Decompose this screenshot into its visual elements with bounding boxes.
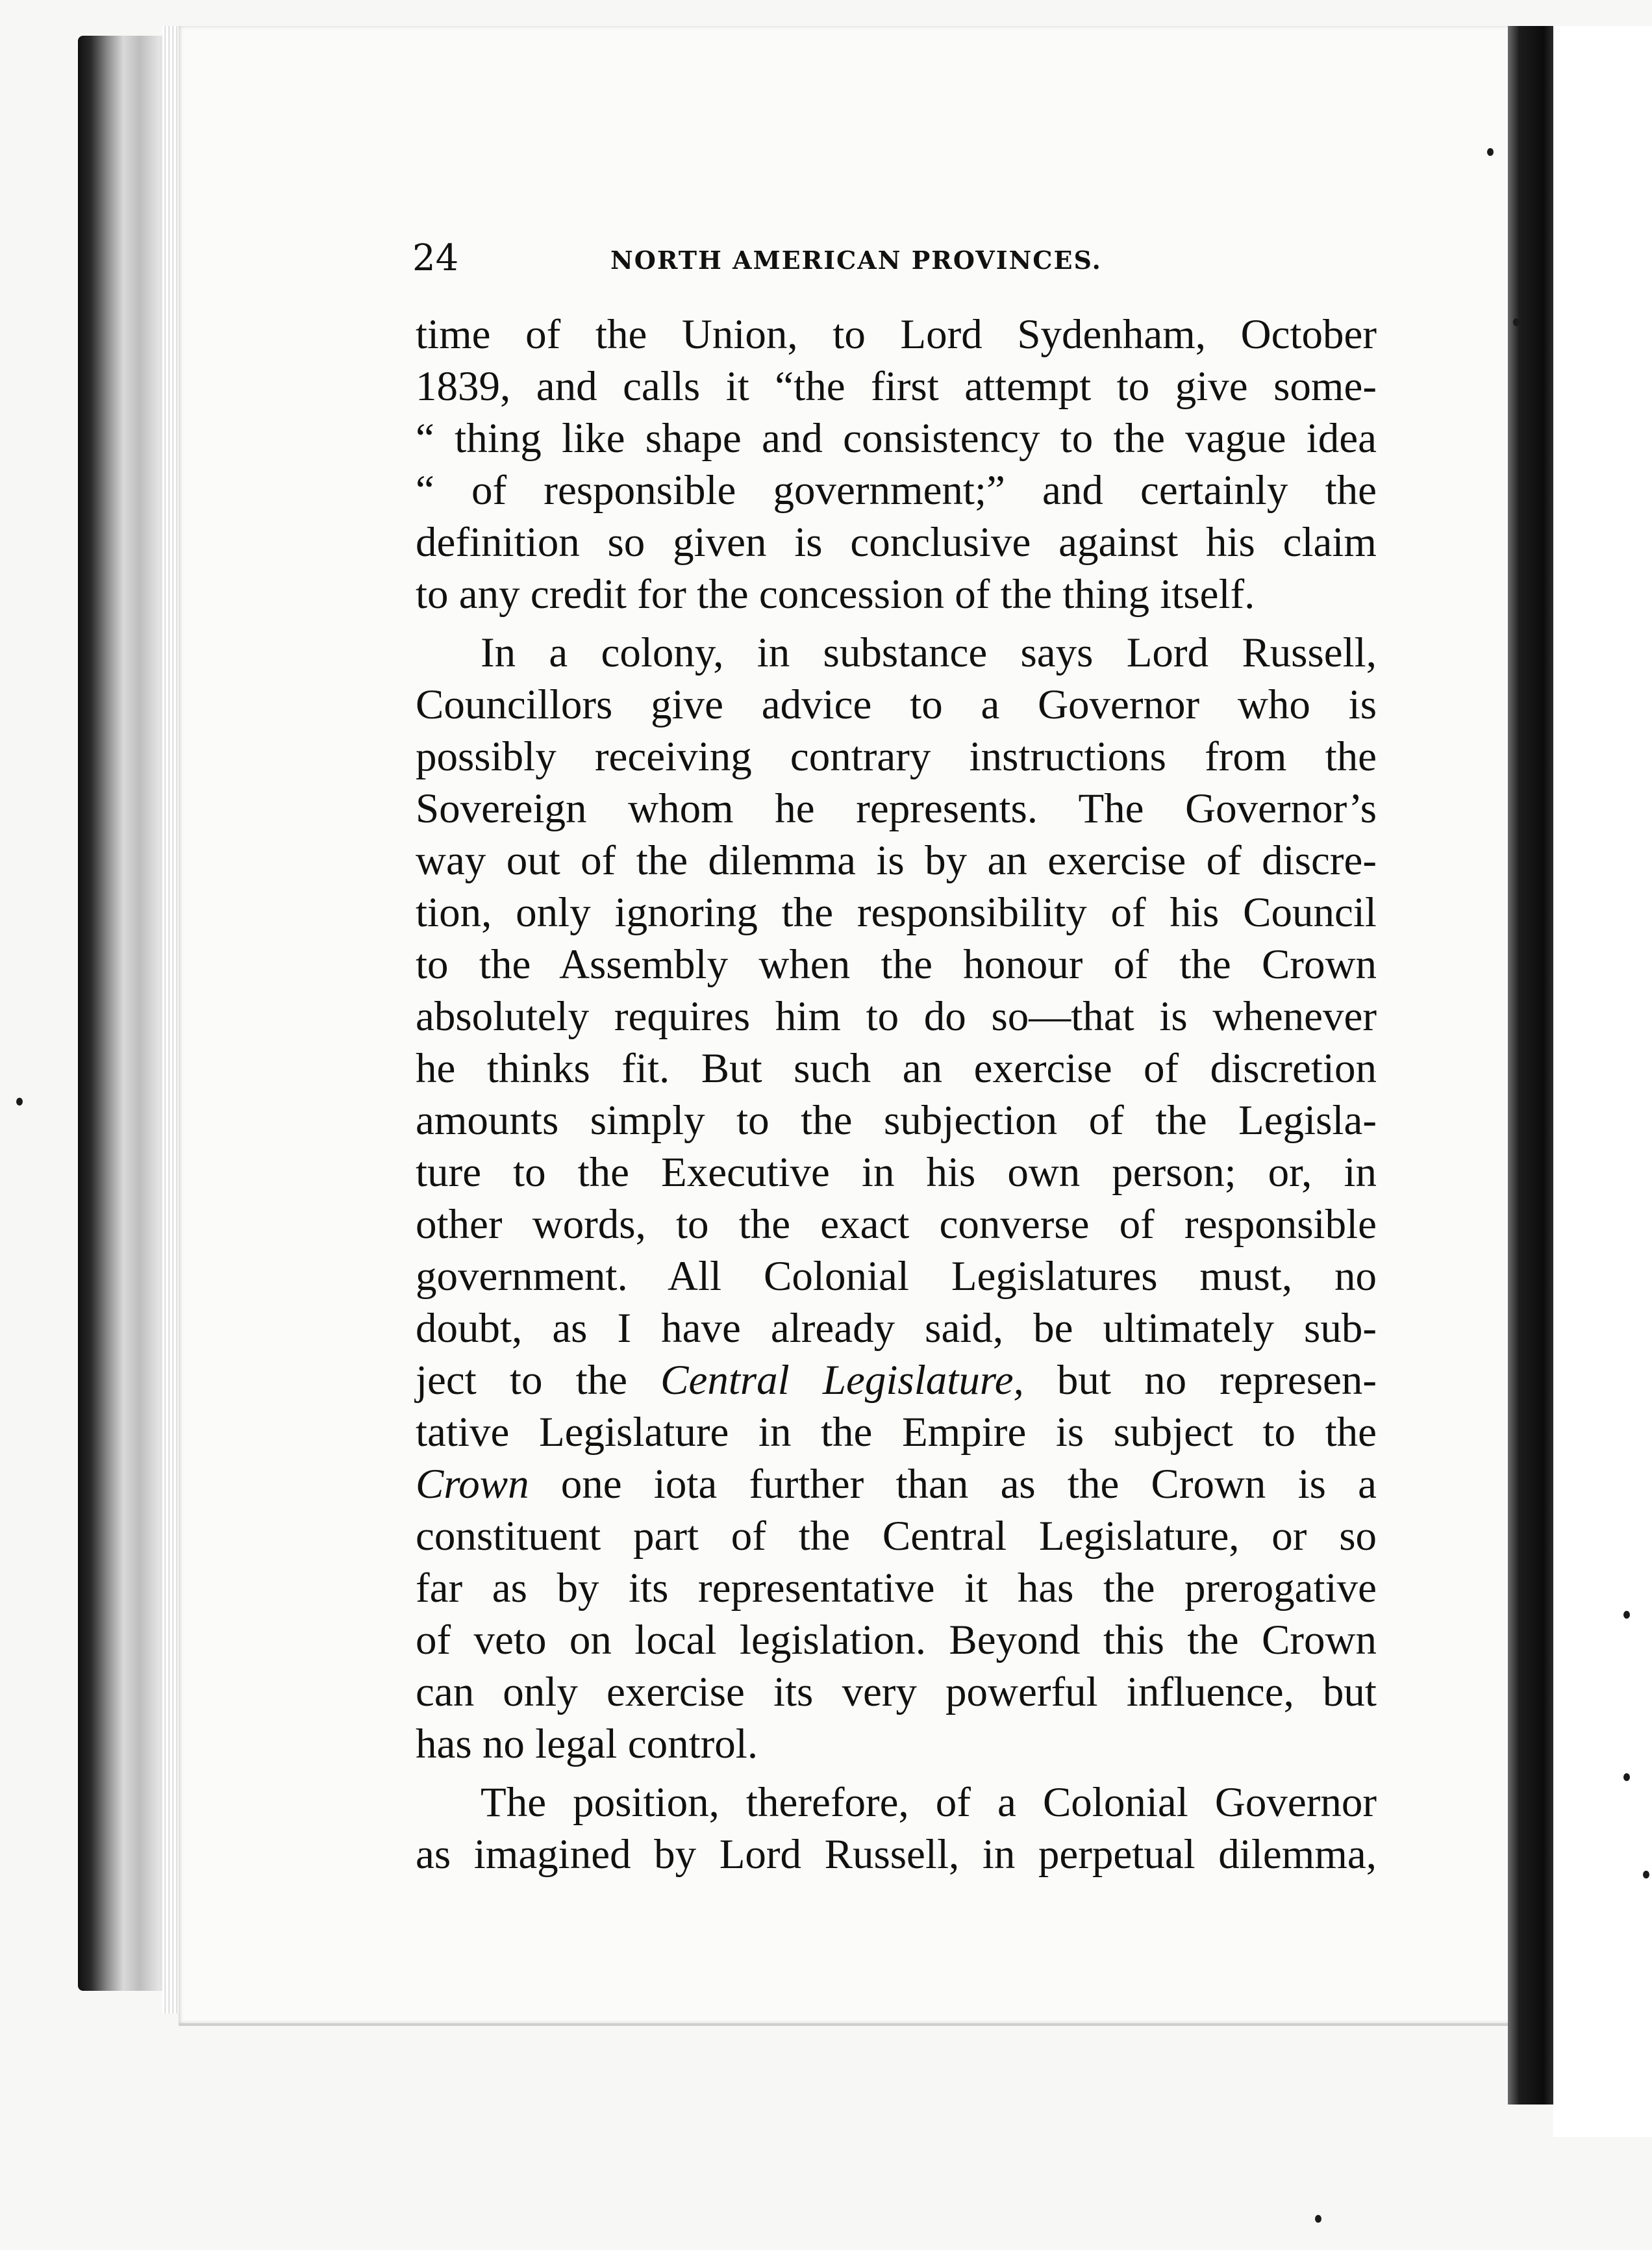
italic-emphasis: Central Legislature, <box>660 1357 1024 1404</box>
scan-speck <box>1623 1611 1630 1619</box>
facing-page-edge <box>1508 26 1553 2105</box>
text-run: but no represen- <box>1023 1357 1377 1404</box>
text-line: The position, therefore, of a Colonial Governor <box>481 1779 1377 1826</box>
text-line: tion, only ignoring the responsibility of his Council <box>416 889 1377 936</box>
scan-speck <box>1623 1773 1630 1781</box>
text-line: he thinks fit. But such an exercise of discretion <box>416 1045 1377 1092</box>
text-line: as imagined by Lord Russell, in perpetual dilemma, <box>416 1831 1377 1878</box>
text-line: far as by its representative it has the prerogative <box>416 1565 1377 1612</box>
text-line: definition so given is conclusive against his claim <box>416 519 1377 566</box>
text-line: time of the Union, to Lord Sydenham, October <box>416 311 1377 358</box>
text-line: tative Legislature in the Empire is subject to the <box>416 1409 1377 1456</box>
body-text <box>416 309 1377 1880</box>
text-line: possibly receiving contrary instructions from the <box>416 733 1377 780</box>
text-run: ject to the <box>416 1357 661 1404</box>
text-run: one iota further than as the Crown is a <box>529 1461 1377 1508</box>
scan-speck <box>1513 318 1520 326</box>
text-line: government. All Colonial Legislatures must, no <box>416 1253 1377 1300</box>
page-number: 24 <box>412 237 459 279</box>
text-line <box>416 1458 1377 1510</box>
scan-margin <box>1553 26 1652 2137</box>
text-line: In a colony, in substance says Lord Russell, <box>481 629 1377 676</box>
text-line: way out of the dilemma is by an exercise of discre- <box>416 837 1377 884</box>
text-line: 1839, and calls it “the first attempt to give some- <box>416 363 1377 410</box>
text-line: amounts simply to the subjection of the Legisla- <box>416 1097 1377 1144</box>
italic-emphasis: Crown <box>416 1461 529 1508</box>
text-line: of veto on local legislation. Beyond this the Crown <box>416 1617 1377 1663</box>
text-line: Sovereign whom he represents. The Governor’s <box>416 785 1377 832</box>
text-line: Councillors give advice to a Governor who is <box>416 681 1377 728</box>
text-line: has no legal control. <box>416 1721 758 1767</box>
page-header <box>412 233 1166 284</box>
scan-speck <box>1315 2215 1321 2223</box>
text-line: absolutely requires him to do so—that is whenever <box>416 993 1377 1040</box>
text-line: doubt, as I have already said, be ultimately sub- <box>416 1305 1377 1352</box>
scan-speck <box>16 1098 23 1106</box>
text-line: to the Assembly when the honour of the Crown <box>416 941 1377 988</box>
scan-speck <box>1643 1871 1649 1878</box>
text-line: “ thing like shape and consistency to the vague idea <box>416 415 1377 462</box>
text-line: ture to the Executive in his own person; or, in <box>416 1149 1377 1196</box>
text-line: other words, to the exact converse of responsible <box>416 1201 1377 1248</box>
text-line: to any credit for the concession of the thing itself. <box>416 571 1255 618</box>
scan-speck <box>1487 148 1494 156</box>
text-line: “ of responsible government;” and certainly the <box>416 467 1377 514</box>
running-title: NORTH AMERICAN PROVINCES. <box>610 246 1102 275</box>
text-line: constituent part of the Central Legislature, or so <box>416 1513 1377 1560</box>
text-line <box>416 1354 1377 1406</box>
text-line: can only exercise its very powerful influence, but <box>416 1669 1377 1715</box>
